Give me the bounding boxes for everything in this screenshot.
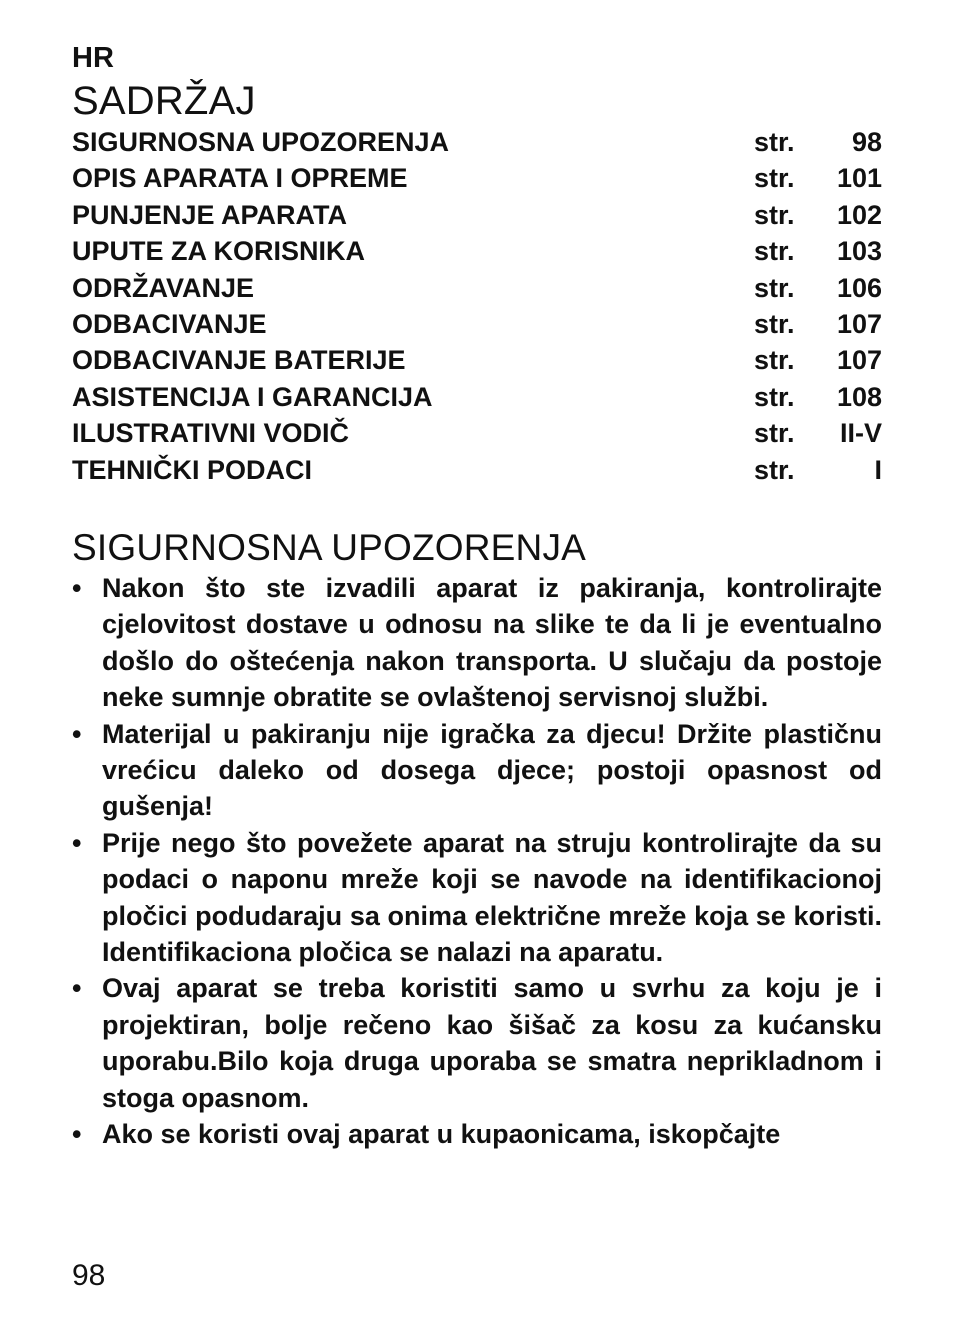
toc-row-assistance-warranty [72, 379, 882, 415]
toc-page-prefix: str. [754, 308, 795, 339]
safety-section-title: SIGURNOSNA UPOZORENJA [72, 526, 587, 568]
toc-row-illustrated-guide [72, 415, 882, 451]
toc-page-prefix: str. [754, 381, 795, 412]
toc-label: TEHNIČKI PODACI [72, 454, 313, 485]
toc-page-prefix: str. [754, 418, 795, 449]
toc-label: ODBACIVANJE BATERIJE [72, 345, 406, 376]
list-item [72, 570, 882, 716]
toc-page-number: 108 [836, 381, 882, 412]
toc-row-maintenance [72, 270, 882, 306]
toc-row-battery-disposal [72, 342, 882, 378]
toc-row-disposal [72, 306, 882, 342]
toc-label: PUNJENJE APARATA [72, 199, 348, 230]
page-number: 98 [72, 1259, 106, 1292]
bullet-icon: • [72, 718, 82, 749]
table-of-contents [72, 124, 882, 488]
toc-page-number: II-V [839, 418, 882, 449]
list-item [72, 1116, 882, 1152]
toc-page-prefix: str. [754, 127, 795, 157]
list-item [72, 970, 882, 1116]
bullet-icon: • [72, 827, 82, 858]
toc-page-number: 98 [851, 127, 882, 157]
safety-warnings-list [72, 570, 882, 1153]
bullet-icon: • [72, 973, 82, 1004]
list-item [72, 825, 882, 971]
toc-label: UPUTE ZA KORISNIKA [72, 236, 366, 267]
toc-label: ILUSTRATIVNI VODIČ [72, 418, 350, 449]
toc-label: ASISTENCIJA I GARANCIJA [72, 381, 433, 412]
toc-row-device-description [72, 160, 882, 196]
toc-page-prefix: str. [754, 163, 795, 194]
toc-page-number: 102 [836, 199, 882, 230]
toc-page-number: 107 [836, 308, 882, 339]
warning-text: Materijal u pakiranju nije igračka za djecu! Držite plastičnu vrećicu daleko od dosega djece; postoji opasnost od gušenja! [102, 718, 882, 822]
toc-page-number: I [874, 454, 882, 485]
warning-text: Nakon što ste izvadili aparat iz pakiranja, kontrolirajte cjelovitost dostave u odnosu na slike te da li je eventualno došlo do oštećenja nakon transporta. U slučaju da postoje neke sumnje obratite se ovlaštenoj servisnoj službi. [102, 572, 882, 713]
warning-text: Prije nego što povežete aparat na struju kontrolirajte da su podaci o naponu mreže koji se navode na identifikacionoj pločici podudaraju sa onima električne mreže koja se koristi. Identifikaciona pločica se nalazi na aparatu. [102, 827, 882, 967]
bullet-icon: • [72, 1119, 82, 1149]
toc-page-number: 107 [836, 345, 882, 376]
language-code: HR [72, 42, 114, 74]
toc-page-prefix: str. [754, 272, 795, 303]
toc-page-number: 101 [836, 163, 882, 194]
toc-label: ODRŽAVANJE [72, 272, 255, 303]
toc-page-prefix: str. [754, 199, 795, 230]
toc-label: OPIS APARATA I OPREME [72, 163, 408, 194]
toc-row-safety-warnings [72, 124, 882, 160]
toc-label: SIGURNOSNA UPOZORENJA [72, 127, 450, 157]
toc-page-prefix: str. [754, 345, 795, 376]
toc-page-prefix: str. [754, 454, 795, 485]
toc-label: ODBACIVANJE [72, 308, 267, 339]
list-item [72, 716, 882, 825]
toc-page-prefix: str. [754, 236, 795, 267]
toc-title: SADRŽAJ [72, 79, 256, 123]
warning-text: Ovaj aparat se treba koristiti samo u svrhu za koju je i projektiran, bolje rečeno kao šišač za kosu za kućansku uporabu.Bilo koja druga uporaba se smatra neprikladnom i stoga opasnom. [102, 973, 882, 1113]
bullet-icon: • [72, 572, 82, 603]
warning-text: Ako se koristi ovaj aparat u kupaonicama, iskopčajte [102, 1119, 781, 1149]
manual-page [72, 40, 882, 1152]
toc-row-charging [72, 197, 882, 233]
toc-page-number: 106 [836, 272, 882, 303]
toc-page-number: 103 [836, 236, 882, 267]
toc-row-technical-data [72, 452, 882, 488]
toc-row-user-instructions [72, 233, 882, 269]
